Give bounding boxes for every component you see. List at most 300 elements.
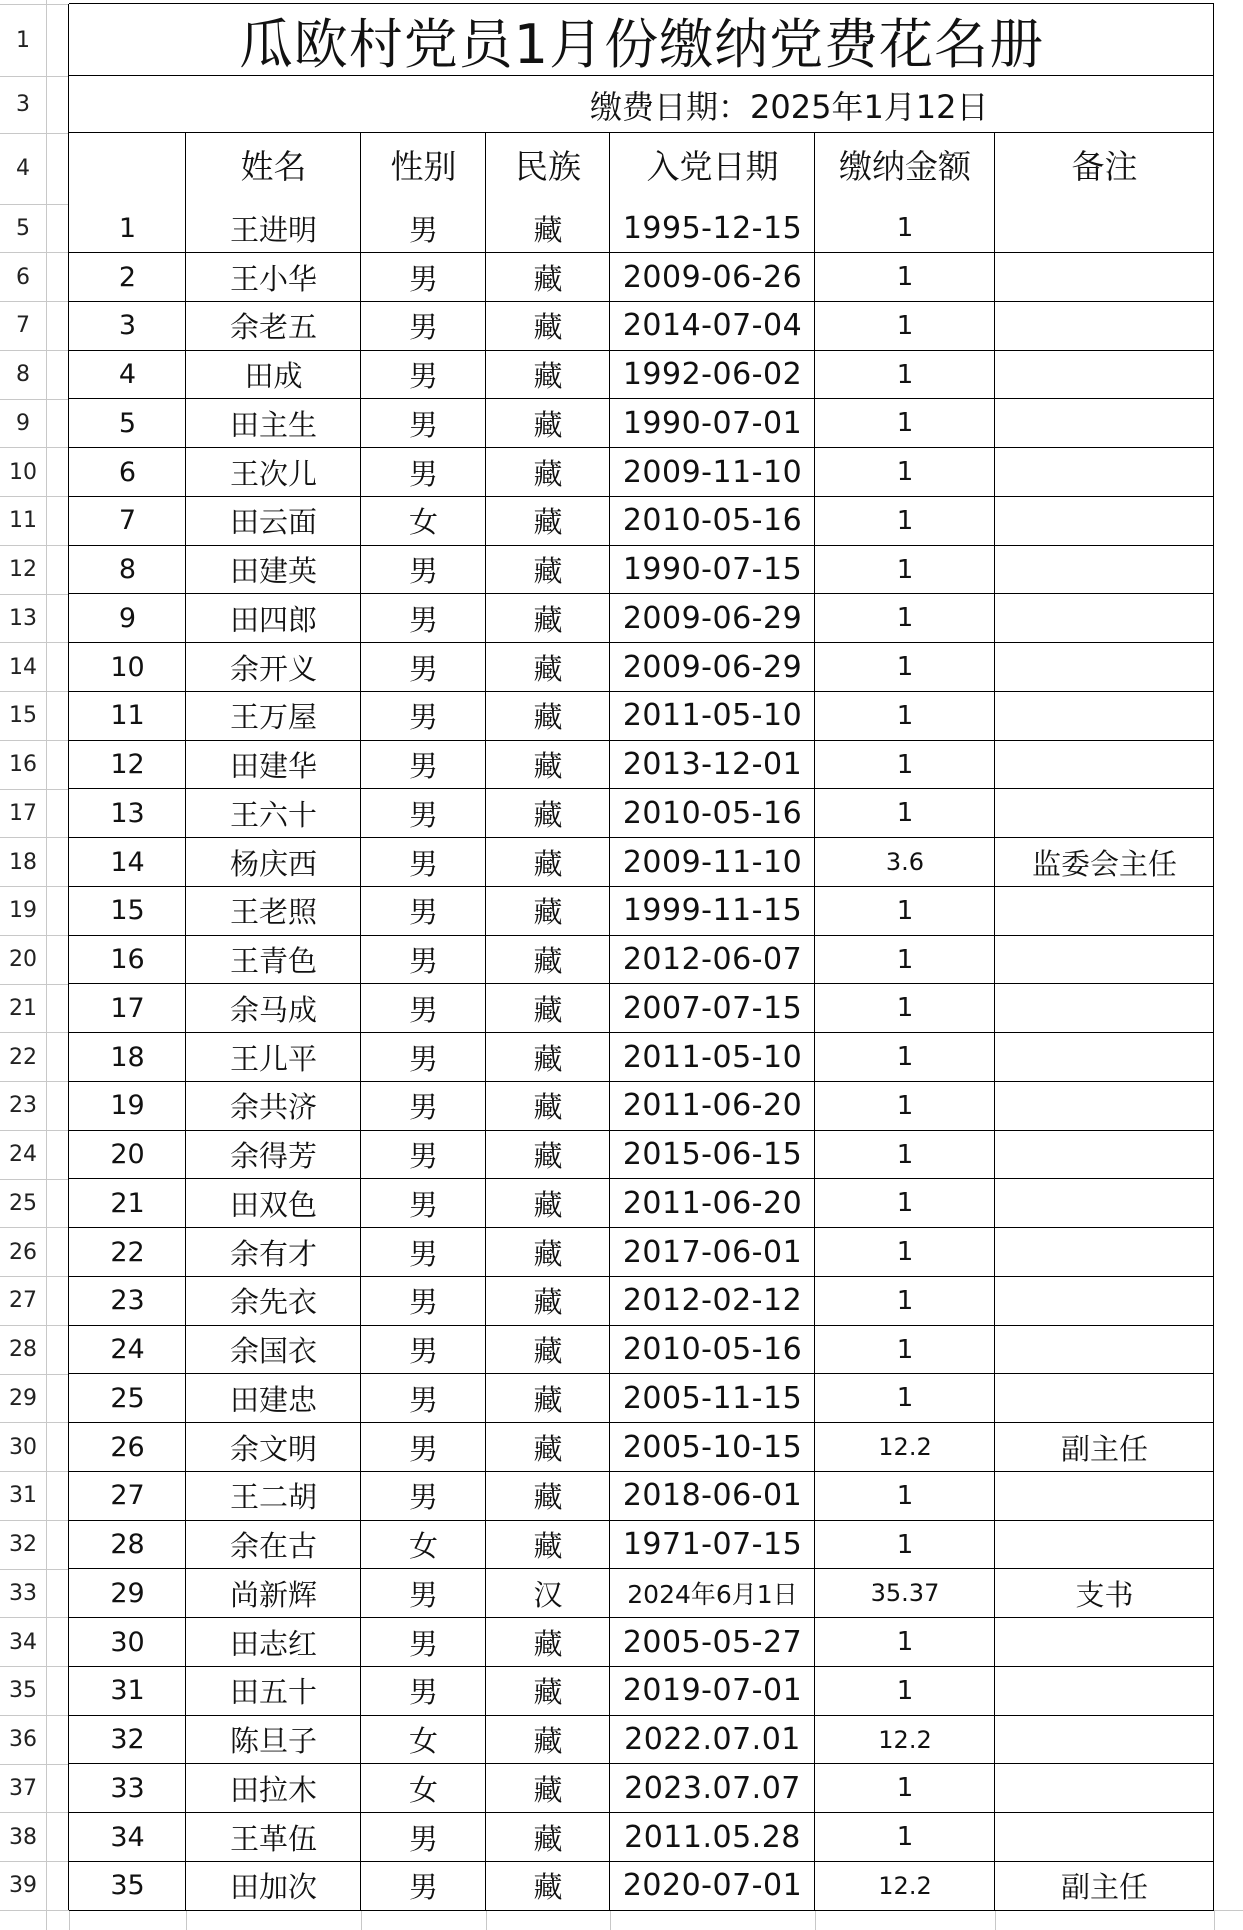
ethnic-cell[interactable]: 藏 — [533, 212, 563, 247]
amount-cell[interactable]: 1 — [896, 1188, 914, 1219]
name-cell[interactable]: 王次儿 — [229, 456, 317, 491]
name-cell[interactable]: 余在古 — [229, 1529, 317, 1564]
party-date-cell[interactable]: 1971-07-15 — [622, 1527, 803, 1563]
row-number[interactable]: 20 — [110, 1139, 145, 1171]
amount-cell[interactable]: 1 — [896, 505, 914, 536]
ethnic-cell[interactable]: 藏 — [533, 1382, 563, 1417]
sex-cell[interactable]: 男 — [408, 1821, 438, 1856]
sex-cell[interactable]: 男 — [408, 1334, 438, 1369]
amount-cell[interactable]: 1 — [896, 749, 914, 780]
ethnic-cell[interactable]: 藏 — [533, 1139, 563, 1174]
note-cell[interactable] — [995, 740, 1214, 789]
gridline — [0, 204, 69, 205]
row-header[interactable]: 13 — [9, 605, 37, 631]
ethnic-cell[interactable]: 藏 — [533, 651, 563, 686]
gridline — [0, 1617, 69, 1618]
amount-cell[interactable]: 1 — [896, 1675, 914, 1706]
sex-cell[interactable]: 男 — [408, 1870, 438, 1905]
row-header[interactable]: 22 — [9, 1044, 37, 1070]
ethnic-cell[interactable]: 藏 — [533, 749, 563, 784]
amount-cell[interactable]: 1 — [896, 1139, 914, 1170]
name-cell[interactable]: 王进明 — [229, 212, 317, 247]
amount-cell[interactable]: 1 — [896, 359, 914, 390]
row-number[interactable]: 25 — [110, 1382, 145, 1414]
column-header[interactable]: 缴纳金额 — [839, 147, 971, 186]
row-number[interactable]: 21 — [110, 1187, 145, 1219]
amount-cell[interactable]: 1 — [896, 1529, 914, 1560]
row-number[interactable]: 24 — [110, 1334, 145, 1366]
row-number[interactable]: 28 — [110, 1529, 145, 1561]
name-cell[interactable]: 杨庆西 — [229, 846, 317, 881]
sex-cell[interactable]: 男 — [408, 700, 438, 735]
note-cell[interactable] — [995, 448, 1214, 497]
sex-cell[interactable]: 女 — [408, 1772, 438, 1807]
row-header[interactable]: 1 — [16, 27, 30, 53]
row-number[interactable]: 12 — [110, 749, 145, 781]
row-number[interactable]: 1 — [118, 212, 137, 244]
name-cell[interactable]: 余共济 — [229, 1090, 317, 1125]
amount-cell[interactable]: 1 — [896, 1383, 914, 1414]
row-header[interactable]: 31 — [9, 1483, 37, 1509]
note-cell[interactable] — [995, 1130, 1214, 1179]
name-cell[interactable]: 田成 — [244, 359, 303, 394]
note-cell[interactable] — [995, 692, 1214, 741]
amount-cell[interactable]: 1 — [896, 1627, 914, 1658]
amount-cell[interactable]: 1 — [896, 408, 914, 439]
row-header[interactable]: 37 — [9, 1775, 37, 1801]
sex-cell[interactable]: 男 — [408, 651, 438, 686]
name-cell[interactable]: 陈旦子 — [229, 1724, 317, 1759]
amount-cell[interactable]: 1 — [896, 993, 914, 1024]
sex-cell[interactable]: 男 — [408, 1236, 438, 1271]
row-number[interactable]: 9 — [118, 602, 137, 634]
note-cell[interactable] — [995, 1764, 1214, 1813]
amount-cell[interactable]: 1 — [896, 603, 914, 634]
name-cell[interactable]: 田双色 — [229, 1187, 317, 1222]
row-header[interactable]: 28 — [9, 1337, 37, 1363]
amount-cell[interactable]: 12.2 — [878, 1433, 932, 1462]
gridline — [0, 789, 69, 790]
row-header[interactable]: 38 — [9, 1824, 37, 1850]
row-header[interactable]: 14 — [9, 654, 37, 680]
row-number[interactable]: 34 — [110, 1821, 145, 1853]
sex-cell[interactable]: 女 — [408, 1529, 438, 1564]
party-date-cell[interactable]: 1990-07-15 — [622, 552, 803, 588]
party-date-cell[interactable]: 2019-07-01 — [622, 1673, 803, 1709]
name-cell[interactable]: 王六十 — [229, 797, 317, 832]
row-header[interactable]: 24 — [9, 1142, 37, 1168]
note-cell[interactable] — [995, 204, 1214, 253]
gridline — [0, 1081, 69, 1082]
row-number[interactable]: 15 — [110, 895, 145, 927]
row-number[interactable]: 35 — [110, 1870, 145, 1902]
ethnic-cell[interactable]: 藏 — [533, 1870, 563, 1905]
row-number[interactable]: 17 — [110, 992, 145, 1024]
row-header[interactable]: 16 — [9, 752, 37, 778]
amount-cell[interactable]: 1 — [896, 1480, 914, 1511]
amount-cell[interactable]: 1 — [896, 1285, 914, 1316]
row-header[interactable]: 5 — [16, 215, 30, 241]
row-number[interactable]: 13 — [110, 797, 145, 829]
party-date-cell[interactable]: 2020-07-01 — [622, 1868, 803, 1904]
row-header[interactable]: 27 — [9, 1288, 37, 1314]
party-date-cell[interactable]: 1992-06-02 — [622, 357, 803, 393]
name-cell[interactable]: 田志红 — [229, 1626, 317, 1661]
ethnic-cell[interactable]: 藏 — [533, 1480, 563, 1515]
note-cell[interactable] — [995, 399, 1214, 448]
ethnic-cell[interactable]: 藏 — [533, 846, 563, 881]
row-header[interactable]: 32 — [9, 1532, 37, 1558]
ethnic-cell[interactable]: 藏 — [533, 1236, 563, 1271]
ethnic-cell[interactable]: 藏 — [533, 1431, 563, 1466]
amount-cell[interactable]: 1 — [896, 700, 914, 731]
note-cell[interactable] — [995, 350, 1214, 399]
row-header[interactable]: 12 — [9, 557, 37, 583]
ethnic-cell[interactable]: 藏 — [533, 1772, 563, 1807]
row-header[interactable]: 29 — [9, 1385, 37, 1411]
party-date-cell[interactable]: 1999-11-15 — [622, 893, 803, 929]
amount-cell[interactable]: 35.37 — [870, 1579, 940, 1608]
name-cell[interactable]: 余国衣 — [229, 1334, 317, 1369]
sex-cell[interactable]: 男 — [408, 602, 438, 637]
amount-cell[interactable]: 1 — [896, 262, 914, 293]
note-cell[interactable] — [995, 545, 1214, 594]
row-header[interactable]: 17 — [9, 800, 37, 826]
row-header[interactable]: 25 — [9, 1190, 37, 1216]
party-date-cell[interactable]: 2024年6月1日 — [627, 1580, 798, 1610]
name-cell[interactable]: 田加次 — [229, 1870, 317, 1905]
party-date-cell[interactable]: 2010-05-16 — [622, 1332, 803, 1368]
sex-cell[interactable]: 男 — [408, 456, 438, 491]
gridline — [1214, 1910, 1215, 1930]
sex-cell[interactable]: 男 — [408, 261, 438, 296]
sex-cell[interactable]: 男 — [408, 1480, 438, 1515]
name-cell[interactable]: 余文明 — [229, 1431, 317, 1466]
ethnic-cell[interactable]: 藏 — [533, 1090, 563, 1125]
note-cell[interactable]: 支书 — [1075, 1577, 1134, 1612]
sex-cell[interactable]: 男 — [408, 749, 438, 784]
sex-cell[interactable]: 男 — [408, 797, 438, 832]
sex-cell[interactable]: 男 — [408, 310, 438, 345]
party-date-cell[interactable]: 1990-07-01 — [622, 405, 803, 441]
row-header[interactable]: 15 — [9, 703, 37, 729]
note-cell[interactable] — [995, 1082, 1214, 1131]
row-header[interactable]: 26 — [9, 1239, 37, 1265]
sex-cell[interactable]: 男 — [408, 895, 438, 930]
ethnic-cell[interactable]: 藏 — [533, 456, 563, 491]
note-cell[interactable] — [995, 1472, 1214, 1521]
party-date-cell[interactable]: 2012-06-07 — [622, 942, 803, 978]
ethnic-cell[interactable]: 藏 — [533, 895, 563, 930]
amount-cell[interactable]: 1 — [896, 554, 914, 585]
row-header[interactable]: 23 — [9, 1093, 37, 1119]
row-header[interactable]: 10 — [9, 459, 37, 485]
note-cell[interactable] — [995, 1813, 1214, 1862]
ethnic-cell[interactable]: 藏 — [533, 1821, 563, 1856]
row-number[interactable]: 27 — [110, 1480, 145, 1512]
ethnic-cell[interactable]: 藏 — [533, 602, 563, 637]
row-header[interactable]: 35 — [9, 1678, 37, 1704]
party-date-cell[interactable]: 2014-07-04 — [622, 308, 803, 344]
column-header[interactable]: 入党日期 — [646, 147, 779, 186]
amount-cell[interactable]: 12.2 — [878, 1725, 932, 1754]
amount-cell[interactable]: 1 — [896, 1042, 914, 1073]
party-date-cell[interactable]: 2022.07.01 — [624, 1722, 801, 1758]
amount-cell[interactable]: 1 — [896, 944, 914, 975]
sex-cell[interactable]: 男 — [408, 359, 438, 394]
row-header[interactable]: 11 — [9, 508, 37, 534]
row-number[interactable]: 30 — [110, 1626, 145, 1658]
row-header[interactable]: 34 — [9, 1629, 37, 1655]
row-number[interactable]: 31 — [110, 1675, 145, 1707]
party-date-cell[interactable]: 2013-12-01 — [622, 747, 803, 783]
row-header[interactable]: 7 — [16, 313, 30, 339]
party-date-cell[interactable]: 2011-06-20 — [622, 1185, 803, 1221]
row-header[interactable]: 30 — [9, 1434, 37, 1460]
note-cell[interactable]: 副主任 — [1060, 1870, 1148, 1905]
ethnic-cell[interactable]: 藏 — [533, 1041, 563, 1076]
name-cell[interactable]: 王老照 — [229, 895, 317, 930]
ethnic-cell[interactable]: 藏 — [533, 1334, 563, 1369]
amount-cell[interactable]: 1 — [896, 1334, 914, 1365]
name-cell[interactable]: 田建华 — [229, 749, 317, 784]
name-cell[interactable]: 余有才 — [229, 1236, 317, 1271]
party-date-cell[interactable]: 2009-11-10 — [622, 454, 803, 490]
note-cell[interactable]: 副主任 — [1060, 1431, 1148, 1466]
row-number[interactable]: 6 — [118, 456, 137, 488]
row-header[interactable]: 19 — [9, 898, 37, 924]
party-date-cell[interactable]: 2015-06-15 — [622, 1137, 803, 1173]
amount-cell[interactable]: 1 — [896, 457, 914, 488]
party-date-cell[interactable]: 2005-10-15 — [622, 1429, 803, 1465]
ethnic-cell[interactable]: 藏 — [533, 554, 563, 589]
ethnic-cell[interactable]: 藏 — [533, 1529, 563, 1564]
name-cell[interactable]: 王儿平 — [229, 1041, 317, 1076]
row-number[interactable]: 26 — [110, 1431, 145, 1463]
column-header[interactable]: 备注 — [1071, 147, 1138, 186]
note-cell[interactable] — [995, 789, 1214, 838]
party-date-cell[interactable]: 2012-02-12 — [622, 1283, 803, 1319]
column-header[interactable]: 姓名 — [240, 147, 307, 186]
sex-cell[interactable]: 男 — [408, 407, 438, 442]
note-cell[interactable]: 监委会主任 — [1031, 846, 1177, 881]
ethnic-cell[interactable]: 汉 — [533, 1577, 563, 1612]
amount-cell[interactable]: 1 — [896, 1822, 914, 1853]
note-cell[interactable] — [995, 1715, 1214, 1764]
ethnic-cell[interactable]: 藏 — [533, 700, 563, 735]
name-cell[interactable]: 田主生 — [229, 407, 317, 442]
name-cell[interactable]: 田五十 — [229, 1675, 317, 1710]
name-cell[interactable]: 王万屋 — [229, 700, 317, 735]
name-cell[interactable]: 余开义 — [229, 651, 317, 686]
note-cell[interactable] — [995, 1374, 1214, 1423]
gridline — [0, 1910, 69, 1911]
ethnic-cell[interactable]: 藏 — [533, 1626, 563, 1661]
party-date-cell[interactable]: 2009-06-26 — [622, 259, 803, 295]
party-date-cell[interactable]: 2023.07.07 — [624, 1770, 801, 1806]
note-cell[interactable] — [995, 302, 1214, 351]
sex-cell[interactable]: 男 — [408, 1041, 438, 1076]
row-number[interactable]: 14 — [110, 846, 145, 878]
ethnic-cell[interactable]: 藏 — [533, 1285, 563, 1320]
sex-cell[interactable]: 男 — [408, 846, 438, 881]
amount-cell[interactable]: 1 — [896, 652, 914, 683]
name-cell[interactable]: 田拉木 — [229, 1772, 317, 1807]
amount-cell[interactable]: 1 — [896, 310, 914, 341]
name-cell[interactable]: 王小华 — [229, 261, 317, 296]
name-cell[interactable]: 尚新辉 — [229, 1577, 317, 1612]
row-number[interactable]: 8 — [118, 554, 137, 586]
party-date-cell[interactable]: 2011-06-20 — [622, 1088, 803, 1124]
sex-cell[interactable]: 男 — [408, 1382, 438, 1417]
party-date-cell[interactable]: 2010-05-16 — [622, 795, 803, 831]
sex-cell[interactable]: 男 — [408, 1431, 438, 1466]
sex-cell[interactable]: 男 — [408, 1187, 438, 1222]
gridline — [0, 301, 69, 302]
amount-cell[interactable]: 1 — [896, 895, 914, 926]
amount-cell[interactable]: 1 — [896, 798, 914, 829]
note-cell[interactable] — [995, 984, 1214, 1033]
party-date-cell[interactable]: 2007-07-15 — [622, 990, 803, 1026]
note-cell[interactable] — [995, 497, 1214, 546]
row-number[interactable]: 33 — [110, 1772, 145, 1804]
note-cell[interactable] — [995, 935, 1214, 984]
column-header[interactable]: 性别 — [390, 147, 457, 186]
party-date-cell[interactable]: 2011-05-10 — [622, 1039, 803, 1075]
row-number[interactable]: 2 — [118, 261, 137, 293]
party-date-cell[interactable]: 2011.05.28 — [624, 1819, 801, 1855]
note-cell[interactable] — [995, 1618, 1214, 1667]
note-cell[interactable] — [995, 643, 1214, 692]
note-cell[interactable] — [995, 1325, 1214, 1374]
party-date-cell[interactable]: 2009-06-29 — [622, 600, 803, 636]
party-date-cell[interactable]: 2009-06-29 — [622, 649, 803, 685]
name-cell[interactable]: 余老五 — [229, 310, 317, 345]
row-header[interactable]: 3 — [16, 92, 30, 117]
name-cell[interactable]: 田四郎 — [229, 602, 317, 637]
note-cell[interactable] — [995, 1228, 1214, 1277]
party-date-cell[interactable]: 2011-05-10 — [622, 698, 803, 734]
row-header[interactable]: 4 — [16, 156, 30, 181]
row-number[interactable]: 10 — [110, 651, 145, 683]
row-number[interactable]: 7 — [118, 505, 137, 537]
row-number[interactable]: 16 — [110, 944, 145, 976]
sex-cell[interactable]: 男 — [408, 1139, 438, 1174]
name-cell[interactable]: 王青色 — [229, 944, 317, 979]
sex-cell[interactable]: 男 — [408, 1285, 438, 1320]
row-number[interactable]: 23 — [110, 1285, 145, 1317]
row-number[interactable]: 5 — [118, 407, 137, 439]
amount-cell[interactable]: 1 — [896, 1090, 914, 1121]
sex-cell[interactable]: 男 — [408, 944, 438, 979]
party-date-cell[interactable]: 2005-05-27 — [622, 1624, 803, 1660]
ethnic-cell[interactable]: 藏 — [533, 505, 563, 540]
row-number[interactable]: 18 — [110, 1041, 145, 1073]
name-cell[interactable]: 田云面 — [229, 505, 317, 540]
row-number[interactable]: 29 — [110, 1577, 145, 1609]
column-header[interactable] — [69, 133, 186, 196]
row-number[interactable]: 11 — [110, 700, 145, 732]
ethnic-cell[interactable]: 藏 — [533, 359, 563, 394]
row-header[interactable]: 21 — [9, 995, 37, 1021]
sex-cell[interactable]: 女 — [408, 1724, 438, 1759]
party-date-cell[interactable]: 2017-06-01 — [622, 1234, 803, 1270]
note-cell[interactable] — [995, 594, 1214, 643]
sex-cell[interactable]: 男 — [408, 1626, 438, 1661]
row-header[interactable]: 36 — [9, 1727, 37, 1753]
row-header[interactable]: 8 — [16, 362, 30, 388]
sex-cell[interactable]: 男 — [408, 1090, 438, 1125]
row-header[interactable]: 33 — [9, 1580, 37, 1606]
document-title[interactable]: 瓜欧村党员1月份缴纳党费花名册 — [238, 12, 1045, 76]
party-date-cell[interactable]: 2018-06-01 — [622, 1478, 803, 1514]
ethnic-cell[interactable]: 藏 — [533, 992, 563, 1027]
sex-cell[interactable]: 男 — [408, 992, 438, 1027]
amount-cell[interactable]: 12.2 — [878, 1871, 932, 1900]
name-cell[interactable]: 王革伍 — [229, 1821, 317, 1856]
note-cell[interactable] — [995, 1667, 1214, 1716]
row-number[interactable]: 22 — [110, 1236, 145, 1268]
row-header[interactable]: 39 — [9, 1873, 37, 1899]
sex-cell[interactable]: 男 — [408, 554, 438, 589]
row-number[interactable]: 4 — [118, 359, 137, 391]
row-header[interactable]: 18 — [9, 849, 37, 875]
name-cell[interactable]: 王二胡 — [229, 1480, 317, 1515]
row-number[interactable]: 19 — [110, 1090, 145, 1122]
sex-cell[interactable]: 女 — [408, 505, 438, 540]
gridline — [0, 642, 69, 643]
ethnic-cell[interactable]: 藏 — [533, 944, 563, 979]
ethnic-cell[interactable]: 藏 — [533, 797, 563, 832]
party-date-cell[interactable]: 2010-05-16 — [622, 503, 803, 539]
note-cell[interactable] — [995, 1033, 1214, 1082]
sex-cell[interactable]: 男 — [408, 1577, 438, 1612]
note-cell[interactable] — [995, 253, 1214, 302]
ethnic-cell[interactable]: 藏 — [533, 1187, 563, 1222]
name-cell[interactable]: 余马成 — [229, 992, 317, 1027]
column-header[interactable]: 民族 — [515, 147, 581, 186]
party-date-cell[interactable]: 2009-11-10 — [622, 844, 803, 880]
ethnic-cell[interactable]: 藏 — [533, 310, 563, 345]
payment-date[interactable]: 缴费日期：2025年1月12日 — [590, 87, 989, 126]
name-cell[interactable]: 余先衣 — [229, 1285, 317, 1320]
row-header[interactable]: 20 — [9, 947, 37, 973]
ethnic-cell[interactable]: 藏 — [533, 1724, 563, 1759]
amount-cell[interactable]: 1 — [896, 1237, 914, 1268]
name-cell[interactable]: 田建英 — [229, 554, 317, 589]
sex-cell[interactable]: 男 — [408, 212, 438, 247]
amount-cell[interactable]: 1 — [896, 1773, 914, 1804]
note-cell[interactable] — [995, 887, 1214, 936]
row-header[interactable]: 9 — [16, 410, 30, 436]
party-date-cell[interactable]: 1995-12-15 — [622, 210, 803, 246]
row-header[interactable]: 6 — [16, 264, 30, 290]
amount-cell[interactable]: 1 — [896, 213, 914, 244]
party-date-cell[interactable]: 2005-11-15 — [622, 1380, 803, 1416]
sex-cell[interactable]: 男 — [408, 1675, 438, 1710]
name-cell[interactable]: 余得芳 — [229, 1139, 317, 1174]
row-number[interactable]: 32 — [110, 1724, 145, 1756]
note-cell[interactable] — [995, 1179, 1214, 1228]
note-cell[interactable] — [995, 1520, 1214, 1569]
ethnic-cell[interactable]: 藏 — [533, 261, 563, 296]
ethnic-cell[interactable]: 藏 — [533, 1675, 563, 1710]
row-number[interactable]: 3 — [118, 310, 137, 342]
ethnic-cell[interactable]: 藏 — [533, 407, 563, 442]
note-cell[interactable] — [995, 1277, 1214, 1326]
name-cell[interactable]: 田建忠 — [229, 1382, 317, 1417]
amount-cell[interactable]: 3.6 — [885, 848, 925, 877]
